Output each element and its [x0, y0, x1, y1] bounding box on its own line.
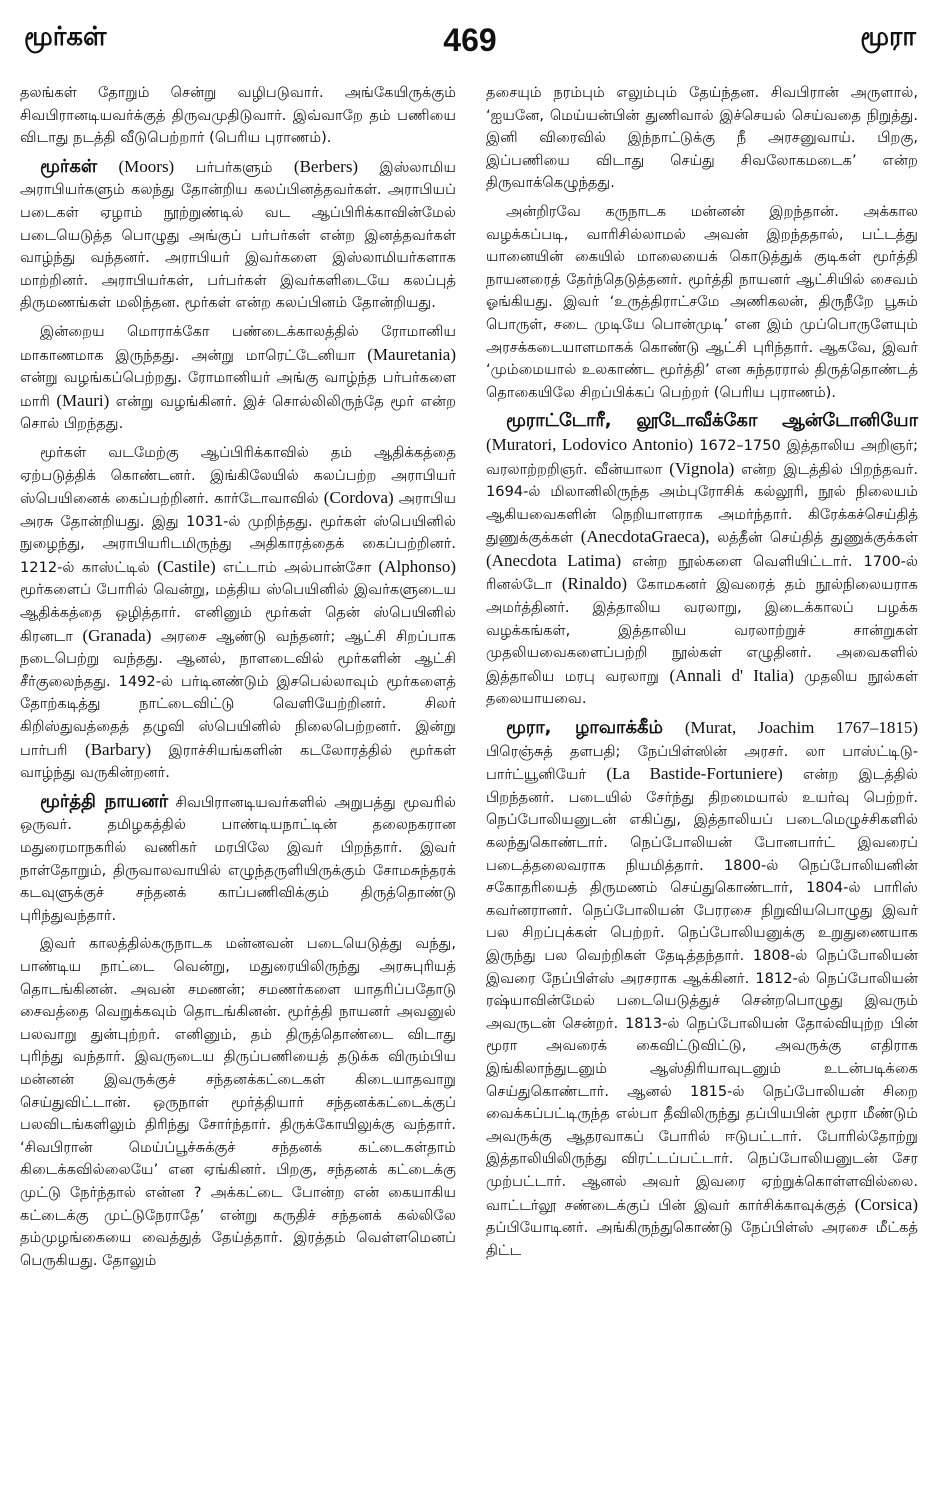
paragraph: இவர் காலத்தில்கருநாடக மன்னவன் படையெடுத்து வந்து, பாண்டிய நாட்டை வென்று, மதுரையிலிருந்து அரசுபுரியத் தொடங்கினன். அவன் சமணன்; சமணர்களை யாதரிப்பதோடு சைவத்தை வெறுக்கவும் தொடங்கினன். மூர்த்தி நாயனர் அவனுல் பலவாறு துன்புற்றர். எனினும், தம் திருத்தொண்டை விடாது புரிந்து வந்தார். இவருடைய திருப்பணியைத் தடுக்க விரும்பிய மன்னன் இவருக்குச் சந்தனக்கட்டைகள் கிடையாதவாறு செய்துவிட்டான். ஒருநாள் மூர்த்தியார் சந்தனக்கட்டைக்குப் பலவிடங்களிலும் திரிந்து சோர்ந்தார். திருக்கோயிலுக்கு வந்தார். ‘சிவபிரான் மெய்ப்பூச்சுக்குச் சந்தனக் கட்டைகள்தாம் கிடைக்கவில்லையே’ என ஏங்கினர். பிறகு, சந்தனக் கட்டைக்கு முட்டு நேர்ந்தால் என்ன ? அக்கட்டை போன்ற என் கையாகிய கட்டைக்கு முட்டுநேராதே’ என்று கருதிச் சந்தனக் கல்லிலே தம்முழங்கையை வைத்துத் தேய்த்தார். இரத்தம் வெள்ளமெனப் பெருகியது. தோலும்: [20, 935, 456, 1269]
headword: மூராட்டோரீ, லூடோவீக்கோ ஆன்டோனியோ: [506, 410, 918, 432]
text-run: என்று வழங்கினர். இச் சொல்லிலிருந்தே மூர் என்ற சொல் பிறந்தது.: [20, 392, 457, 433]
latin-term: (Cordova): [323, 488, 394, 508]
paragraph: அன்றிரவே கருநாடக மன்னன் இறந்தான். அக்கால வழக்கப்படி, வாரிசில்லாமல் அவன் இறந்ததால், பட்டத்து யானையின் கையில் மாலையைக் கொடுத்துக் குடிகள் மூர்த்தி நாயனரைத் தேர்ந்தெடுத்தனர். மூர்த்தி நாயனர் ஆட்சியில் சைவம் ஓங்கியது. இவர் ‘உருத்திராட்சமே அணிகலன், திருநீறே பூசும் பொருள், சடை முடியே பொன்முடி’ என இம் முப்பொருளேயும் அரசக்கடையாளமாகக் கொண்டு ஆட்சி புரிந்தார். ஆகவே, இவர் ‘மும்மையால் உலகாண்ட மூர்த்தி’ என சுந்தரரால் திருத்தொண்டத் தொகையிலே சிறப்பிக்கப் பெற்றர் (பெரிய புராணம்).: [486, 202, 918, 401]
page-number: 469: [443, 22, 497, 58]
running-head-left: மூர்கள்: [24, 22, 107, 52]
headword: மூர்கள்: [40, 155, 98, 177]
text-run: என்று வழங்கப்பெற்றது. ரோமானியர் அங்கு வாழ்ந்த பர்பர்களை மாரி: [20, 369, 456, 410]
text-run: மூர்கள் வடமேற்கு ஆப்பிரிக்காவில் தம் ஆதிக்கத்தை ஏற்படுத்திக் கொண்டனர். இங்கிலேயில் கலப்பற்ற அராபியர் ஸ்பெயினைக் கைப்பற்றினர். கார்டோவாவில்: [20, 443, 456, 508]
text-run: 1672–1750 இத்தாலிய அறிஞர்; வரலாற்றறிஞர். வீன்யாலா: [486, 436, 918, 478]
entry-murthi-nayanar: [20, 791, 456, 928]
text-run: மூர்களைப் போரில் வென்று, மத்திய ஸ்பெயினில் இவர்களுடைய ஆதிக்கத்தை ஒழித்தார். எனினும் மூர்கள் தென் ஸ்பெயினில் கிரனடா: [20, 581, 456, 645]
text-run: அரசை ஆண்டு வந்தனர்; ஆட்சி சிறப்பாக நடைபெற்று வந்தது. ஆனல், நாளடைவில் மூர்களின் ஆட்சி சீர்குலைந்தது. 1492-ல் பர்டினண்டும் இசபெல்லாவும் மூர்களைத் தோற்கடித்து நாட்டைவிட்டு வெளியேற்றினர். சிலர் கிறிஸ்துவத்தைத் தழுவி ஸ்பெயினில் நிலைபெற்றனர். இன்று பார்பரி: [20, 627, 457, 759]
latin-term: (Corsica): [854, 1194, 918, 1214]
latin-term: (Anecdota Latima): [486, 550, 622, 570]
latin-term: (Granada): [82, 625, 152, 645]
latin-term: (Annali d' Italia): [669, 665, 794, 685]
latin-term: (Barbary): [85, 739, 152, 759]
latin-term: (Moors): [118, 156, 175, 176]
headword: மூரா, ழாவாக்கீம்: [506, 717, 663, 739]
latin-term: (AnecdotaGraeca),: [580, 527, 710, 547]
latin-term: (Mauretania): [367, 344, 456, 364]
entry-murat: [486, 717, 918, 1262]
paragraph: [20, 321, 456, 436]
text-run: இஸ்லாமிய அராபியர்களும் கலந்து தோன்றிய கலப்பினத்தவர்கள். அராபியப் படைகள் ஏழாம் நூற்றுண்டில் வட ஆப்பிரிக்காவின்மேல் படையெடுத்த பொழுது அங்குப் பர்பர்கள் என்ற இனத்தவர்கள் வாழ்ந்து வந்தனர். அராபியர் இவர்களை இஸ்லாமியர்களாக மாற்றினர். அராபியர்கள், பர்பர்கள் இவர்களிடையே கலப்புத் திருமணங்கள் மலிந்தன. மூர்கள் என்ற கலப்பினம் தோன்றியது.: [20, 158, 456, 312]
text-run: அராபிய அரசு தோன்றியது. இது 1031-ல் முறிந்தது. மூர்கள் ஸ்பெயினில் நுழைந்து, அராபியரிடமிருந்து அதிகாரத்தைக் கைப்பற்றினர். 1212-ல் காஸ்ட்டில்: [20, 490, 456, 576]
paragraph: [20, 442, 456, 785]
text-run: என்ற நூல்களை வெளியிட்டார். 1700-ல் ரினல்டோ: [486, 552, 918, 594]
right-column: [486, 82, 918, 1268]
running-head-right: மூரா: [860, 22, 916, 52]
text-run: இராச்சியங்களின் கடலோரத்தில் மூர்கள் வாழ்ந்து வருகின்றனர்.: [20, 741, 456, 782]
latin-term: (Mauri): [56, 390, 110, 410]
paragraph: தசையும் நரம்பும் எலும்பும் தேய்ந்தன. சிவபிரான் அருளால், ‘ஐயனே, மெய்யன்பின் துணிவால் இச்செயல் செய்வதை நிறுத்து. இனி விரைவில் இந்நாட்டுக்கு நீ அரசனுவாய். பிறகு, இப்பணியை விடாது செய்து சிவலோகமடைக’ என்ற திருவாக்கெழுந்தது.: [486, 84, 918, 192]
paragraph: தலங்கள் தோறும் சென்று வழிபடுவார். அங்கேயிருக்கும் சிவபிரானடியவர்க்குத் திருவமுதிடுவார். இவ்வாறே தம் பணியை விடாது நடத்தி வீடுபெற்றார் (பெரிய புராணம்).: [20, 84, 456, 147]
text-run: முதலிய நூல்கள் தலையாயவை.: [486, 667, 918, 708]
entry-muratori: [486, 410, 918, 711]
text-run: இன்றைய மொராக்கோ பண்டைக்காலத்தில் ரோமானிய மாகாணமாக இருந்தது. அன்று மாரெட்டேனியா: [20, 322, 456, 364]
entry-moors: [20, 156, 456, 315]
page-header: [24, 22, 916, 70]
text-run: என்ற இடத்தில் பிறந்தனர். படையில் சேர்ந்து திறமையால் உயர்வு பெற்றர். நெப்போலியனுடன் எகிப்து, இத்தாலியப் படைமெழுச்சிகளில் கலந்துகொண்டார். நெப்போலியன் போனபார்ட் இவரைப் படைத்தலைவராக நியமித்தார். 1800-ல் நெப்போலியனின் சகோதரியைத் திருமணம் செய்துகொண்டார், 1804-ல் பாரிஸ் கவர்னரானர். நெப்போலியன் பேரரசை நிறுவியபொழுது இவர் பல சிறப்புக்கள் பெற்றர். நெப்போலியனுக்கு உறுதுணையாக இருந்து பல வெற்றிகள் தேடித்தந்தார். 1808-ல் நெப்போலியன் இவரை நேப்பிள்ஸ் அரசராக ஆக்கினர். 1812-ல் நெப்போலியன் ரஷ்யாவின்மேல் படையெடுத்துச் சென்றபொழுது இவரும் அவருடன் சென்றர். 1813-ல் நெப்போலியன் தோல்வியுற்ற பின் மூரா அவரைக் கைவிட்டுவிட்டு, அவருக்கு எதிராக இங்கிலாந்துடனும் ஆஸ்திரியாவுடனும் உடன்படிக்கை செய்துகொண்டார். ஆனல் 1815-ல் நெப்போலியன் சிறை வைக்கப்பட்டிருந்த எல்பா தீவிலிருந்து தப்பியபின் மூரா மீண்டும் அவருக்கு ஆதரவாகப் போரில் ஈடுபட்டார். போரில்தோற்று இத்தாலியிலிருந்து விரட்டப்பட்டார். நெப்போலியனுடன் சேர முற்பட்டார். ஆனல் அவர் இவரை ஏற்றுக்கொள்ளவில்லை. வாட்டர்லூ சண்டைக்குப் பின் இவர் கார்சிக்காவுக்குத்: [486, 766, 918, 1214]
latin-term: (La Bastide-Fortuniere): [606, 764, 783, 784]
latin-term: (Berbers): [293, 156, 359, 176]
left-column: [20, 82, 456, 1278]
latin-term: (Alphonso): [378, 556, 456, 576]
text-run: என்ற இடத்தில் பிறந்தவர். 1694-ல் மிலானிலிருந்த அம்புரோசிக் கல்லூரி, நூல் நிலையம் ஆகியவைகளின் நெறியாளராக அமர்ந்தார். கிரேக்கச்செய்தித் துணுக்குக்கள்: [486, 460, 918, 547]
text-run: லத்தீன் செய்தித் துணுக்குக்கள்: [709, 529, 918, 547]
latin-term: (Murat, Joachim 1767–1815): [684, 718, 918, 738]
text-run: எட்டாம் அல்பான்சோ: [215, 558, 379, 576]
latin-term: (Castile): [157, 556, 216, 576]
text-run: பர்பர்களும்: [174, 158, 294, 176]
latin-term: (Muratori, Lodovico Antonio): [486, 434, 694, 454]
text-run: பிரெஞ்சுத் தளபதி; நேப்பிள்ஸின் அரசர். லா பாஸ்ட்டிடு-பார்ட்யூனியேர்: [486, 742, 918, 784]
text-run: கோமகனர் இவரைத் தம் நூல்நிலையராக அமர்த்தினர். இத்தாலிய வரலாறு, இடைக்காலப் பழக்க வழக்கங்கள், இத்தாலிய வரலாற்றுச் சான்றுகள் முதலியவைகளைப்பற்றி நூல்கள் எழுதினர். அவைகளில் இத்தாலிய மரபு வரலாறு: [486, 576, 918, 685]
text-run: தப்பியோடினர். அங்கிருந்துகொண்டு நேப்பிள்ஸ் அரசை மீட்கத் திட்ட: [486, 1219, 918, 1259]
latin-term: (Vignola): [669, 458, 735, 478]
latin-term: (Rinaldo): [561, 574, 628, 594]
text-run: சிவபிரானடியவர்களில் அறுபத்து மூவரில் ஒருவர். தமிழகத்தில் பாண்டியநாட்டின் தலைநகரான மதுரைமாநகரில் வணிகர் மரபிலே இவர் பிறந்தார். இவர் நாள்தோறும், திருவாலவாயில் எழுந்தருளியிருக்கும் சோமசுந்தரக் கடவுளுக்குச் சந்தனக் காப்பணிவிக்கும் திருத்தொண்டு புரிந்துவந்தார்.: [20, 793, 456, 924]
headword: மூர்த்தி நாயனர்: [40, 790, 169, 812]
